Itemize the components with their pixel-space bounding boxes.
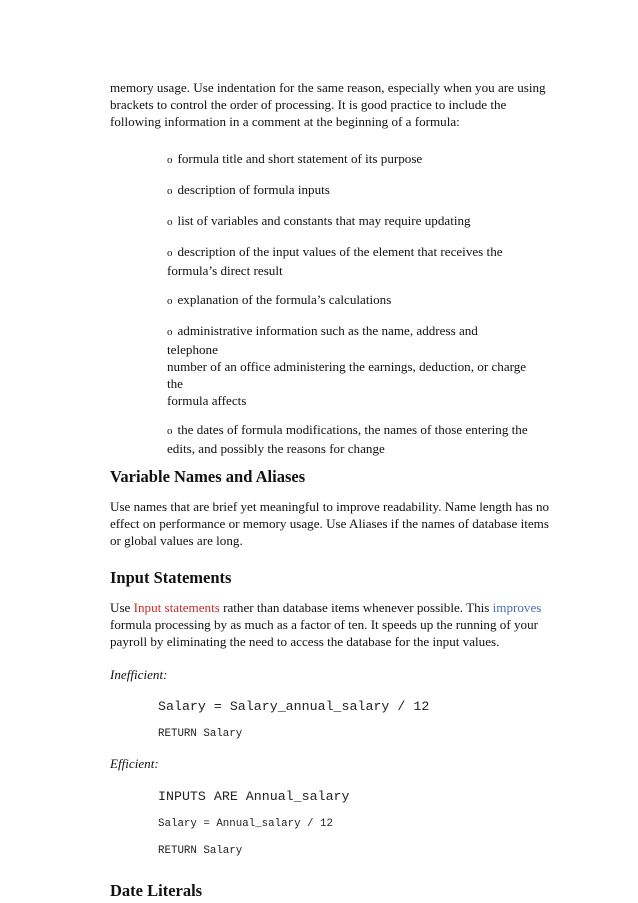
- bullet-text: number of an office administering the earnings, deduction, or charge the: [167, 359, 527, 391]
- bullet-text: edits, and possibly the reasons for change: [167, 441, 385, 456]
- paragraph-line: or global values are long.: [110, 533, 243, 548]
- paragraph-line: payroll by eliminating the need to access the database for the input values.: [110, 634, 500, 649]
- section-heading-date-literals: Date Literals: [110, 881, 203, 900]
- bullet-item: [167, 150, 532, 169]
- bullet-text: administrative information such as the name, address and telephone: [167, 323, 478, 357]
- section-heading-input-statements: Input Statements: [110, 568, 232, 587]
- paragraph-line: [110, 599, 550, 616]
- bullet-marker: o: [167, 185, 173, 197]
- code-line: Salary = Salary_annual_salary / 12: [158, 699, 430, 714]
- code-line: RETURN Salary: [158, 728, 243, 740]
- text-span: rather than database items whenever possible. This: [219, 600, 493, 615]
- code-line: RETURN Salary: [158, 845, 243, 857]
- bullet-text: the dates of formula modifications, the names of those entering the: [177, 422, 528, 437]
- input-statements-paragraph: [110, 599, 550, 650]
- efficient-label: Efficient:: [110, 756, 159, 771]
- bullet-item: [167, 181, 532, 200]
- bullet-text: list of variables and constants that may require updating: [177, 213, 471, 228]
- bullet-marker: o: [167, 216, 173, 228]
- variable-names-paragraph: [110, 498, 550, 549]
- bullet-text: explanation of the formula’s calculations: [177, 292, 392, 307]
- improves-link[interactable]: improves: [492, 600, 542, 615]
- intro-line: brackets to control the order of processing. It is good practice to include the: [110, 97, 507, 112]
- bullet-marker: o: [167, 247, 173, 259]
- paragraph-line: formula processing by as much as a factor of ten. It speeds up the running of your: [110, 617, 538, 632]
- bullet-text: formula title and short statement of its purpose: [177, 151, 423, 166]
- bullet-text: formula affects: [167, 393, 247, 408]
- intro-line: following information in a comment at the beginning of a formula:: [110, 114, 460, 129]
- section-heading-variable-names: Variable Names and Aliases: [110, 467, 306, 486]
- code-line: INPUTS ARE Annual_salary: [158, 789, 350, 804]
- code-line: Salary = Annual_salary / 12: [158, 818, 333, 830]
- inefficient-label: Inefficient:: [110, 667, 168, 682]
- intro-paragraph: [110, 79, 546, 130]
- text-span: Use: [110, 600, 134, 615]
- intro-line: memory usage. Use indentation for the same reason, especially when you are using: [110, 80, 546, 95]
- paragraph-line: effect on performance or memory usage. Use Aliases if the names of database items: [110, 516, 549, 531]
- bullet-text: formula’s direct result: [167, 263, 283, 278]
- bullet-item: [167, 243, 532, 279]
- bullet-marker: o: [167, 326, 173, 338]
- paragraph-line: Use names that are brief yet meaningful to improve readability. Name length has no: [110, 499, 550, 514]
- bullet-marker: o: [167, 154, 173, 166]
- bullet-item: [167, 212, 532, 231]
- document-page: [110, 79, 550, 901]
- formula-comment-bullet-list: [167, 150, 532, 457]
- bullet-item: [167, 421, 532, 457]
- bullet-text: description of formula inputs: [177, 182, 330, 197]
- bullet-marker: o: [167, 425, 173, 437]
- bullet-marker: o: [167, 295, 173, 307]
- bullet-text: description of the input values of the element that receives the: [177, 244, 503, 259]
- input-statements-link[interactable]: Input statements: [133, 600, 220, 615]
- bullet-item: [167, 291, 532, 310]
- bullet-item: [167, 322, 532, 409]
